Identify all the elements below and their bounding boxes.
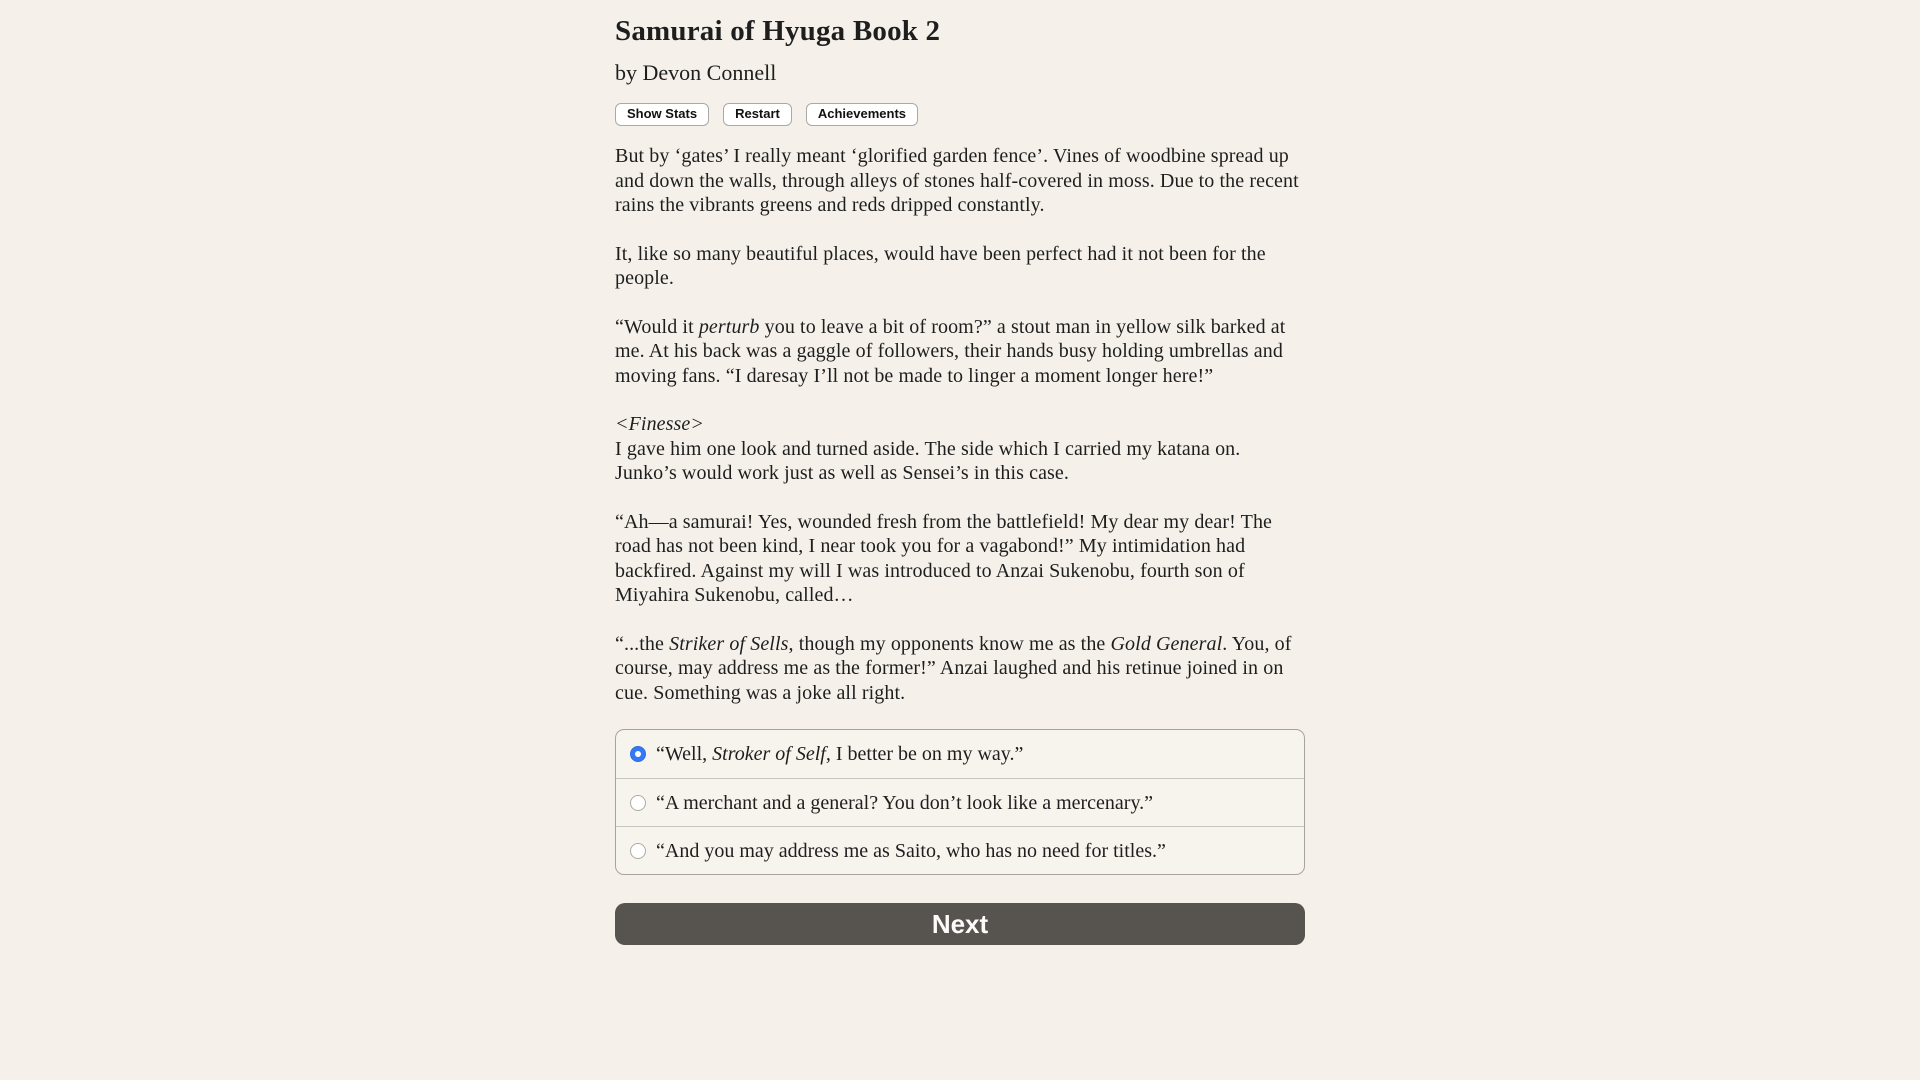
radio-button[interactable] xyxy=(630,843,646,859)
story-text xyxy=(615,144,1305,705)
radio-button[interactable] xyxy=(630,746,646,762)
radio-button[interactable] xyxy=(630,795,646,811)
choice-option-label: “And you may address me as Saito, who has no need for titles.” xyxy=(656,839,1166,862)
page-title: Samurai of Hyuga Book 2 xyxy=(615,15,941,47)
story-paragraph: “Would it perturb you to leave a bit of room?” a stout man in yellow silk barked at me. At his back was a gaggle of followers, their hands busy holding umbrellas and moving fans. “I daresay I’ll not be made to linger a moment longer here!” xyxy=(615,315,1286,387)
choice-option-label: “A merchant and a general? You don’t look like a mercenary.” xyxy=(656,791,1154,814)
next-button[interactable]: Next xyxy=(615,903,1305,945)
choice-option-1[interactable] xyxy=(616,730,1304,778)
story-paragraph: But by ‘gates’ I really meant ‘glorified garden fence’. Vines of woodbine spread up and down the walls, through alleys of stones half-covered in moss. Due to the recent rains the vibrants greens and reds dripped constantly. xyxy=(615,145,1299,216)
choice-option-label: “Well, Stroker of Self, I better be on my way.” xyxy=(656,743,1024,765)
choice-option-2[interactable] xyxy=(616,778,1304,826)
choice-option-3[interactable] xyxy=(616,826,1304,874)
achievements-button[interactable]: Achievements xyxy=(806,103,918,126)
story-paragraph: It, like so many beautiful places, would have been perfect had it not been for the people. xyxy=(615,242,1266,289)
toolbar xyxy=(615,103,1305,126)
show-stats-button[interactable]: Show Stats xyxy=(615,103,709,126)
restart-button[interactable]: Restart xyxy=(723,103,792,126)
story-paragraph: “...the Striker of Sells, though my opponents know me as the Gold General. You, of course, may address me as the former!” Anzai laughed and his retinue joined in on cue. Something was a joke all right. xyxy=(615,632,1292,704)
story-content-column xyxy=(615,0,1305,945)
choice-list xyxy=(615,729,1305,875)
story-paragraph: <Finesse> I gave him one look and turned aside. The side which I carried my katana on. Junko’s would work just as well as Sensei’s in this case. xyxy=(615,413,1241,484)
author-byline: by Devon Connell xyxy=(615,60,777,85)
story-paragraph: “Ah—a samurai! Yes, wounded fresh from the battlefield! My dear my dear! The road has not been kind, I near took you for a vagabond!” My intimidation had backfired. Against my will I was introduced to Anzai Sukenobu, fourth son of Miyahira Sukenobu, called… xyxy=(615,510,1273,606)
